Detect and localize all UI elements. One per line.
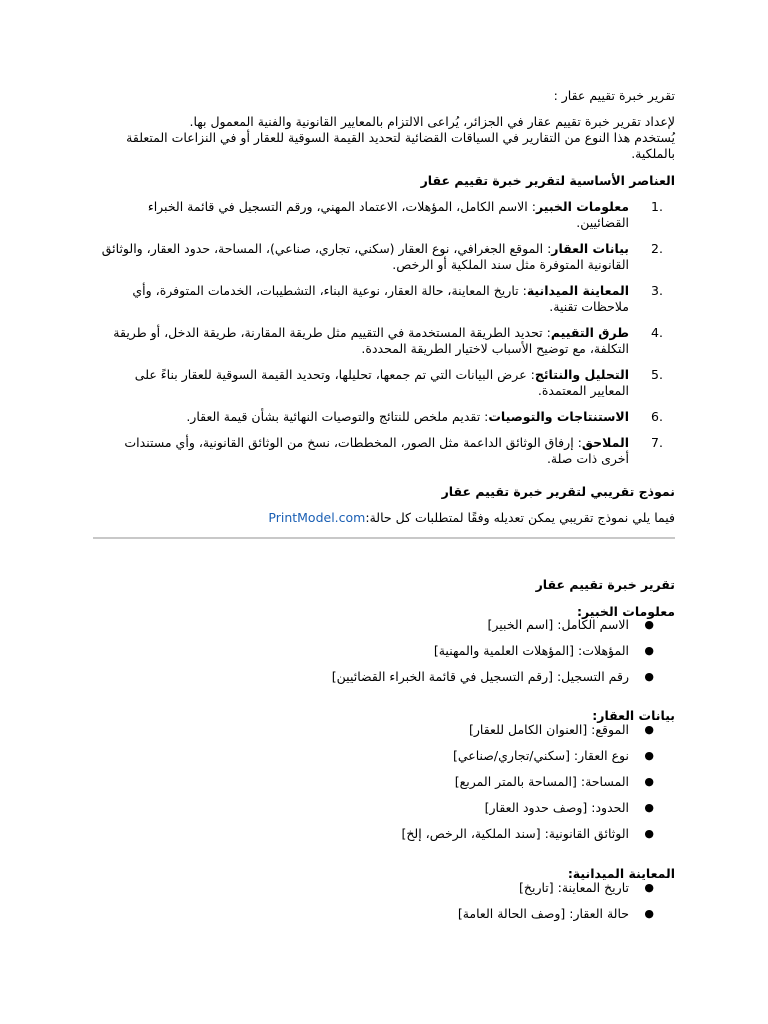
list-item-text: الموقع: [العنوان الكامل للعقار] [469, 722, 629, 737]
item-text: : الاسم الكامل، المؤهلات، الاعتماد المهني، ورقم التسجيل في قائمة الخبراء القضائيين. [147, 199, 629, 230]
list-item-text: المساحة: [المساحة بالمتر المربع] [454, 774, 629, 789]
horizontal-rule [93, 537, 675, 539]
list-item-text: حالة العقار: [وصف الحالة العامة] [457, 906, 629, 921]
property-heading: بيانات العقار: [592, 707, 675, 723]
property-list [93, 722, 675, 852]
elements-list [93, 199, 675, 467]
list-item [93, 199, 675, 231]
sample-intro [93, 510, 675, 526]
bullet-icon: ● [644, 907, 654, 920]
list-item-text: رقم التسجيل: [رقم التسجيل في قائمة الخبراء القضائيين] [331, 669, 629, 684]
item-number: 2. [651, 241, 663, 256]
expert-heading: معلومات الخبير: [576, 603, 675, 619]
printmodel-link[interactable]: PrintModel.com [268, 510, 366, 525]
list-item-text: الوثائق القانونية: [سند الملكية، الرخص، إلخ] [401, 826, 629, 841]
bullet-icon: ● [644, 749, 654, 762]
inspection-heading: المعاينة الميدانية: [567, 865, 675, 881]
list-item [93, 906, 675, 932]
item-term: طرق التقييم [550, 325, 629, 340]
bullet-icon: ● [644, 827, 654, 840]
intro-paragraph [93, 114, 675, 162]
list-item [93, 774, 675, 800]
inspection-list [93, 880, 675, 932]
item-text: : الموقع الجغرافي، نوع العقار (سكني، تجاري، صناعي)، المساحة، حدود العقار، والوثائق القانونية المتوفرة مثل سند الملكية أو الرخص. [101, 241, 629, 272]
document-title: تقرير خبرة تقييم عقار : [553, 88, 675, 103]
item-text: : تاريخ المعاينة، حالة العقار، نوعية البناء، التشطيبات، الخدمات المتوفرة، وأي ملاحظات تقنية. [132, 283, 629, 314]
item-term: الملاحق [581, 435, 629, 450]
item-number: 6. [651, 409, 663, 424]
item-term: الاستنتاجات والتوصيات [488, 409, 629, 424]
list-item [93, 409, 675, 425]
bullet-icon: ● [644, 723, 654, 736]
list-item-text: المؤهلات: [المؤهلات العلمية والمهنية] [433, 643, 629, 658]
sample-heading: نموذج تقريبي لتقرير خبرة تقييم عقار [441, 484, 675, 499]
item-number: 5. [651, 367, 663, 382]
item-text: : إرفاق الوثائق الداعمة مثل الصور، المخططات، نسخ من الوثائق القانونية، وأي مستندات أخرى ذات صلة. [124, 435, 629, 466]
elements-heading: العناصر الأساسية لتقرير خبرة تقييم عقار [420, 173, 675, 188]
report-title: تقرير خبرة تقييم عقار [535, 576, 675, 592]
item-number: 3. [651, 283, 663, 298]
intro-line: يُستخدم هذا النوع من التقارير في السياقات القضائية لتحديد القيمة السوقية للعقار أو في النزاعات المتعلقة بالملكية. [126, 130, 675, 161]
list-item-text: نوع العقار: [سكني/تجاري/صناعي] [452, 748, 629, 763]
list-item [93, 800, 675, 826]
list-item [93, 617, 675, 643]
expert-list [93, 617, 675, 695]
bullet-icon: ● [644, 618, 654, 631]
list-item [93, 722, 675, 748]
item-term: معلومات الخبير [535, 199, 629, 214]
list-item-text: الحدود: [وصف حدود العقار] [484, 800, 629, 815]
bullet-icon: ● [644, 670, 654, 683]
list-item [93, 325, 675, 357]
item-term: بيانات العقار [551, 241, 629, 256]
list-item [93, 643, 675, 669]
list-item [93, 669, 675, 695]
item-term: المعاينة الميدانية [526, 283, 629, 298]
item-number: 7. [651, 435, 663, 450]
item-term: التحليل والنتائج [534, 367, 629, 382]
list-item-text: تاريخ المعاينة: [تاريخ] [519, 880, 629, 895]
list-item [93, 241, 675, 273]
list-item [93, 826, 675, 852]
item-number: 1. [651, 199, 663, 214]
list-item [93, 435, 675, 467]
list-item-text: الاسم الكامل: [اسم الخبير] [487, 617, 629, 632]
bullet-icon: ● [644, 881, 654, 894]
bullet-icon: ● [644, 775, 654, 788]
bullet-icon: ● [644, 644, 654, 657]
list-item [93, 283, 675, 315]
list-item [93, 367, 675, 399]
intro-line: لإعداد تقرير خبرة تقييم عقار في الجزائر، يُراعى الالتزام بالمعايير القانونية والفنية المعمول بها. [189, 114, 675, 129]
bullet-icon: ● [644, 801, 654, 814]
list-item [93, 880, 675, 906]
item-text: : تقديم ملخص للنتائج والتوصيات النهائية بشأن قيمة العقار. [186, 409, 489, 424]
sample-intro-text: فيما يلي نموذج تقريبي يمكن تعديله وفقًا لمتطلبات كل حالة: [365, 510, 675, 525]
list-item [93, 748, 675, 774]
item-number: 4. [651, 325, 663, 340]
item-text: : تحديد الطريقة المستخدمة في التقييم مثل طريقة المقارنة، طريقة الدخل، أو طريقة التكلفة، مع توضيح الأسباب لاختيار الطريقة المحددة. [113, 325, 629, 356]
item-text: : عرض البيانات التي تم جمعها، تحليلها، وتحديد القيمة السوقية للعقار بناءً على المعايير المعتمدة. [134, 367, 629, 398]
